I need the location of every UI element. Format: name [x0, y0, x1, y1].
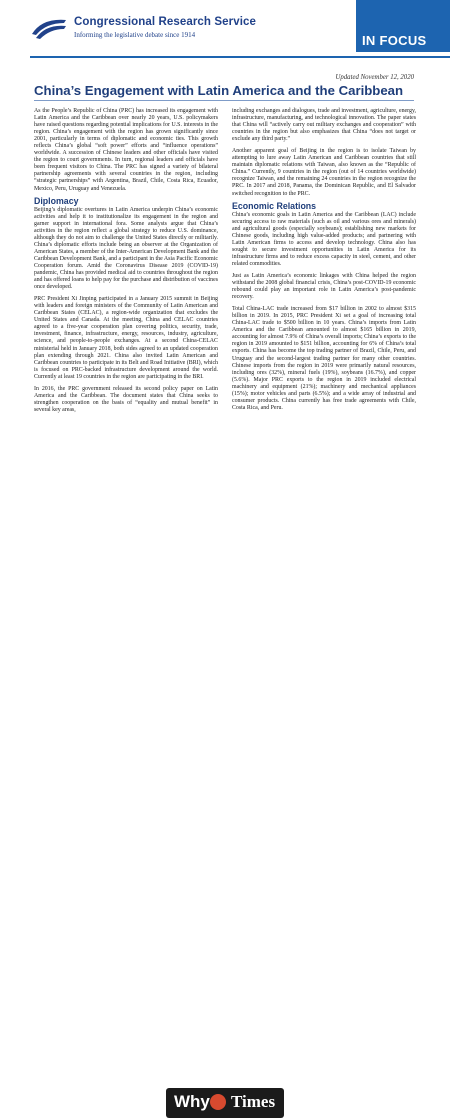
right-column: [232, 108, 416, 417]
page-footer: [0, 540, 450, 1111]
section-heading-economic: Economic Relations: [232, 200, 317, 211]
diplomacy-paragraph-3: In 2016, the PRC government released its second policy paper on Latin America and the Caribbean. The document states that China seeks to strengthen cooperation on the basis of “equality and mutual benefit” in several key areas,: [34, 385, 218, 413]
taiwan-paragraph: Another apparent goal of Beijing in the region is to isolate Taiwan by attempting to lure away Latin American and Caribbean countries that still maintain diplomatic relations with Taiwan, also known as the “Republic of China.” Currently, 9 countries in the region (out of 14 countries worldwide) recognize Taiwan, and the remaining 24 countries in the region recognize the PRC. In 2017 and 2018, Panama, the Dominican Republic, and El Salvador switched recognition to the PRC.: [232, 148, 416, 197]
whytimes-logo[interactable]: [166, 1088, 284, 1118]
title-divider: [34, 100, 414, 101]
diplomacy-paragraph-2: PRC President Xi Jinping participated in a January 2015 summit in Beijing with leaders and foreign ministers of the Community of Latin American and Caribbean States (CELAC), a region-wide organization that excludes the United States and Canada. At the meeting, China and CELAC countries agreed to a five-year cooperation plan covering politics, security, trade, investment, finance, infrastructure, energy, resources, industry, agriculture, science, and people-to-people exchanges. At a second China-CELAC ministerial held in January 2018, both sides agreed to an updated cooperation plan extending through 2021. China also invited Latin American and Caribbean countries to participate in its Belt and Road Initiative (BRI), which is focused on PRC-backed infrastructure development around the world. Currently at least 19 countries in the region are participating in the BRI.: [34, 296, 218, 380]
org-name: Congressional Research Service: [74, 16, 256, 28]
economic-paragraph-3: Total China-LAC trade increased from $17 billion in 2002 to almost $315 billion in 2019. In 2015, PRC President Xi set a goal of increasing total China-LAC trade to $500 billion in 10 years. China’s imports from Latin America and the Caribbean amounted to almost $165 billion in 2019, accounting for almost 7.9% of China’s overall imports; China’s exports to the region in 2019 amounted to $151 billion, accounting for 6% of China’s total exports. China has become the top trading partner of Brazil, Chile, Peru, and Uruguay and the second-largest trading partner for many other countries. Chinese imports from the region in 2019 were primarily natural resources, including ores (32%), mineral fuels (19%), soybeans (16.7%), and copper (5.6%). Major PRC exports to the region in 2019 included electrical machinery and equipment (21%); machinery and mechanical appliances (15%); motor vehicles and parts (6.5%); and a wide array of industrial and consumer products. China currently has free trade agreements with Chile, Costa Rica, and Peru.: [232, 306, 416, 411]
page-header: [0, 0, 450, 60]
section-heading-diplomacy: Diplomacy: [34, 195, 79, 206]
org-tagline: Informing the legislative debate since 1914: [74, 31, 196, 39]
why-label: Why: [174, 1092, 210, 1111]
question-mark-icon: [210, 1094, 226, 1110]
header-divider: [30, 56, 450, 58]
policy-paragraph: including exchanges and dialogues, trade and investment, agriculture, energy, infrastructure, manufacturing, and technological innovation. The paper states that China will “actively carry out military exchanges and cooperation” with countries in the region but also emphasizes that China “does not target or exclude any third party.”: [232, 108, 416, 143]
in-focus-label: IN FOCUS: [362, 33, 427, 48]
economic-paragraph-1: China’s economic goals in Latin America and the Caribbean (LAC) include securing access to raw materials (such as oil and various ores and minerals) and agricultural goods (especially soybeans); establishing new markets for Chinese goods, including high value-added products; and partnering with Latin American firms to access and develop technology. China also has sought to secure investment opportunities in Latin America for its infrastructure firms and to reduce excess capacity in steel, cement, and other related commodities.: [232, 211, 416, 267]
in-focus-badge: [356, 0, 450, 52]
crs-logo-icon: [30, 14, 68, 40]
intro-paragraph: As the People’s Republic of China (PRC) has increased its engagement with Latin America and the Caribbean over nearly 20 years, U.S. policymakers have raised questions regarding potential implications for U.S. interests in the region. China’s engagement with the region has grown significantly since 2001, particularly in terms of diplomatic and economic ties. This growth reflects China’s global “soft power” efforts and “influence operations” worldwide. A succession of Chinese leaders and other officials have visited the region to court governments. In turn, regional leaders and officials have been frequent visitors to China. The PRC has signed a variety of bilateral partnership agreements with several countries in the region, including “strategic partnerships” with Argentina, Brazil, Chile, Costa Rica, Ecuador, Mexico, Peru, Uruguay and Venezuela.: [34, 108, 218, 192]
economic-paragraph-2: Just as Latin America’s economic linkages with China helped the region withstand the 2008 global financial crisis, China’s post-COVID-19 economic rebound could play an important role in Latin America’s post-pandemic recovery.: [232, 272, 416, 301]
updated-date: Updated November 12, 2020: [335, 74, 414, 81]
times-label: Times: [231, 1092, 276, 1111]
left-column: [34, 108, 218, 419]
page-title: China’s Engagement with Latin America and the Caribbean: [34, 83, 404, 98]
diplomacy-paragraph-1: Beijing’s diplomatic overtures in Latin America underpin China’s economic activities and help it to institutionalize its engagement in the region and garner support in international fora. Some analysts argue that China’s activities in the region reflect a global strategy to reduce U.S. dominance, although they do not aim to challenge the United States directly or militarily. China’s diplomatic efforts include being an observer at the Organization of American States, a member of the Inter-American Development Bank and the Caribbean Development Bank, and a participant in the Asia Pacific Economic Cooperation forum. Amid the Coronavirus Disease 2019 (COVID-19) pandemic, China has provided medical aid to countries throughout the region and has offered loans to help pay for the purchase and distribution of vaccines once developed.: [34, 206, 218, 291]
